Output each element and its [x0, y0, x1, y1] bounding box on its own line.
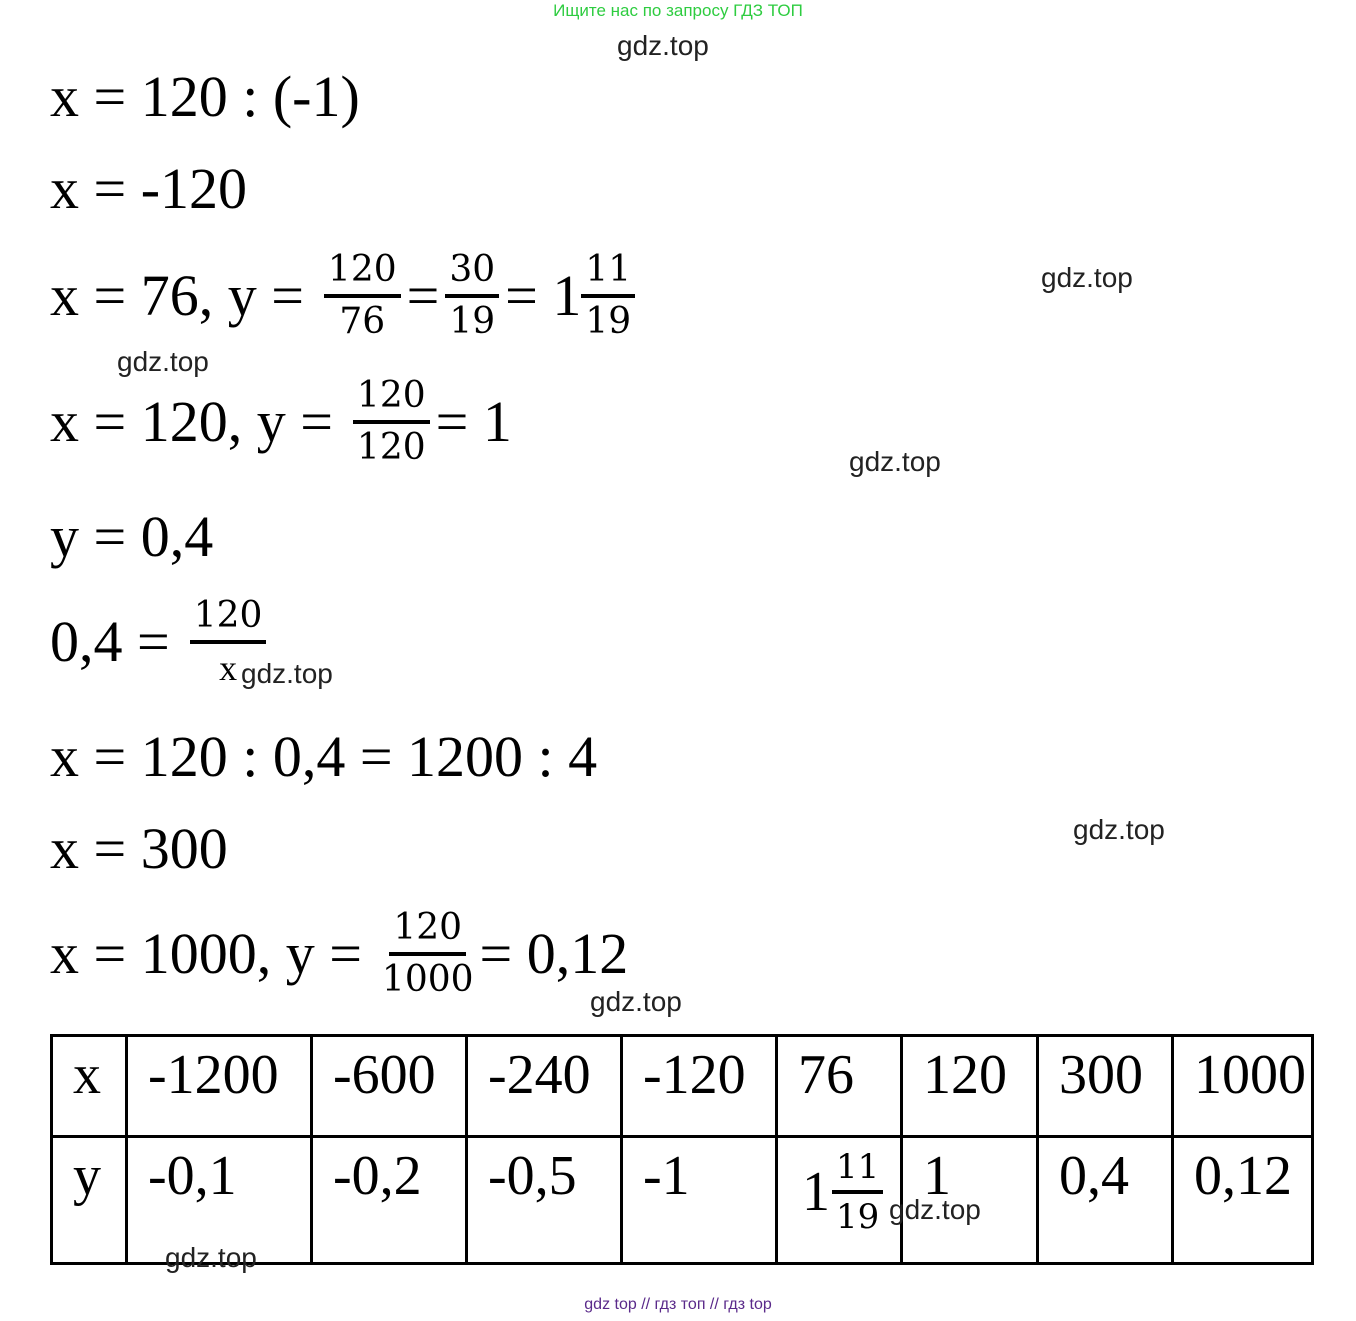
table-cell [777, 1137, 902, 1264]
table-cell: -0,2 [312, 1137, 467, 1264]
watermark: gdz.top [1073, 814, 1165, 845]
watermark: gdz.top [241, 658, 333, 689]
table-cell: -240 [467, 1036, 622, 1137]
watermark: gdz.top [889, 1194, 981, 1225]
table-cell: 120 [902, 1036, 1038, 1137]
table-cell: -1 [622, 1137, 777, 1264]
equation-line-2: x = -120 [50, 156, 248, 221]
fraction: $\frac{120}{76}$ [324, 252, 401, 340]
watermark: gdz.top [617, 30, 709, 61]
table-cell: 300 [1038, 1036, 1173, 1137]
table-cell: -0,1 [127, 1137, 312, 1264]
table-row-x [52, 1036, 1313, 1137]
watermark: gdz.top [117, 346, 209, 377]
table-cell: 1000 [1173, 1036, 1313, 1137]
mixed-number: 1 $\frac{11}{19}$ [802, 1150, 889, 1234]
row-header-y: y [52, 1137, 127, 1264]
fraction: $\frac{120}{1000}$ [381, 907, 474, 1000]
fraction: $\frac{11}{19}$ [581, 252, 635, 340]
table-cell: -120 [622, 1036, 777, 1137]
equation-line-8: x = 300 [50, 816, 228, 881]
equation-line-5: y = 0,4 [50, 504, 214, 569]
table-cell: 0,12 [1173, 1137, 1313, 1264]
table-cell: 0,4 [1038, 1137, 1173, 1264]
table-cell: 76 [777, 1036, 902, 1137]
table-cell: -1200 [127, 1036, 312, 1137]
table-cell: 1 [902, 1137, 1038, 1264]
table-cell: -0,5 [467, 1137, 622, 1264]
values-table [50, 1034, 1314, 1265]
equation-line-3: x = 76, y = $\frac{120}{76}$ = $\frac{30}{19}$ = 1 $\frac{11}{19}$ [50, 252, 641, 340]
watermark: gdz.top [849, 446, 941, 477]
watermark: gdz.top [165, 1242, 257, 1273]
fraction: $\frac{120}{x}$ [190, 598, 267, 686]
footer-links: gdz top // гдз топ // гдз top [584, 1296, 772, 1313]
row-header-x: x [52, 1036, 127, 1137]
watermark: gdz.top [1041, 262, 1133, 293]
fraction: $\frac{120}{120}$ [353, 378, 430, 466]
search-hint-banner: Ищите нас по запросу ГДЗ ТОП [553, 1, 803, 20]
equation-line-1: x = 120 : (-1) [50, 64, 360, 129]
table-cell: -600 [312, 1036, 467, 1137]
equation-line-4: x = 120, y = $\frac{120}{120}$ = 1 [50, 375, 512, 468]
equation-line-6: 0,4 = $\frac{120}{x}$ [50, 598, 272, 686]
fraction: $\frac{30}{19}$ [445, 252, 499, 340]
equation-line-7: x = 120 : 0,4 = 1200 : 4 [50, 724, 598, 789]
watermark: gdz.top [590, 986, 682, 1017]
fraction: $\frac{11}{19}$ [832, 1150, 883, 1234]
equation-line-9: x = 1000, y = $\frac{120}{1000}$ = 0,12 [50, 907, 629, 1000]
